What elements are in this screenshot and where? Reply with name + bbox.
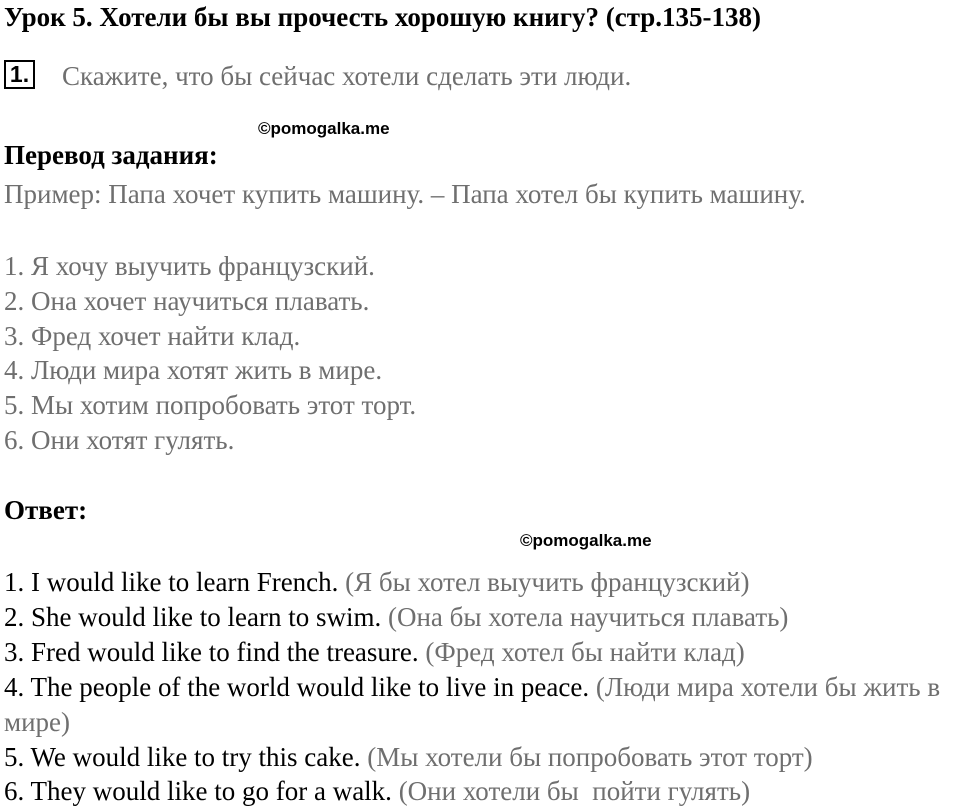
answer-russian: (Они хотели бы пойти гулять) <box>398 776 751 807</box>
answer-russian: (Мы хотели бы попробовать этот торт) <box>367 741 813 772</box>
answer-english: 4. The people of the world would like to live in peace. <box>4 671 590 702</box>
answer-english: 3. Fred would like to find the treasure. <box>4 636 419 667</box>
answer-english: 2. She would like to learn to swim. <box>4 601 382 632</box>
list-item: 3. Фред хочет найти клад. <box>4 320 301 351</box>
watermark: ©pomogalka.me <box>520 531 652 550</box>
list-item <box>4 740 960 775</box>
list-item <box>4 600 960 635</box>
list-item <box>4 635 960 670</box>
answer-english: 5. We would like to try this cake. <box>4 741 361 772</box>
page-title: Урок 5. Хотели бы вы прочесть хорошую книгу? (стр.135-138) <box>4 2 762 32</box>
translation-example: Пример: Папа хочет купить машину. – Папа хотел бы купить машину. <box>4 179 806 209</box>
answer-english: 1. I would like to learn French. <box>4 567 339 597</box>
answer-russian: (Фред хотел бы найти клад) <box>425 636 745 667</box>
translation-heading: Перевод задания: <box>4 140 218 170</box>
list-item <box>4 565 960 600</box>
answer-russian: (Люди мира хотели бы жить в мире) <box>4 671 941 737</box>
task-instruction: Скажите, что бы сейчас хотели сделать эти люди. <box>62 61 632 91</box>
list-item: 2. Она хочет научиться плавать. <box>4 285 370 316</box>
list-item: 4. Люди мира хотят жить в мире. <box>4 355 383 386</box>
list-item <box>4 670 960 740</box>
answer-list <box>4 565 960 809</box>
list-item: 1. Я хочу выучить французский. <box>4 251 375 281</box>
answer-russian: (Она бы хотела научиться плавать) <box>387 601 789 632</box>
list-item: 5. Мы хотим попробовать этот торт. <box>4 390 417 421</box>
watermark: ©pomogalka.me <box>258 119 390 138</box>
answer-heading: Ответ: <box>4 495 88 525</box>
translation-list <box>4 249 416 458</box>
list-item <box>4 774 960 809</box>
task-number-box: 1. <box>4 60 35 89</box>
answer-russian: (Я бы хотел выучить французский) <box>345 567 750 597</box>
list-item: 6. Они хотят гулять. <box>4 424 235 455</box>
answer-english: 6. They would like to go for a walk. <box>4 776 392 807</box>
